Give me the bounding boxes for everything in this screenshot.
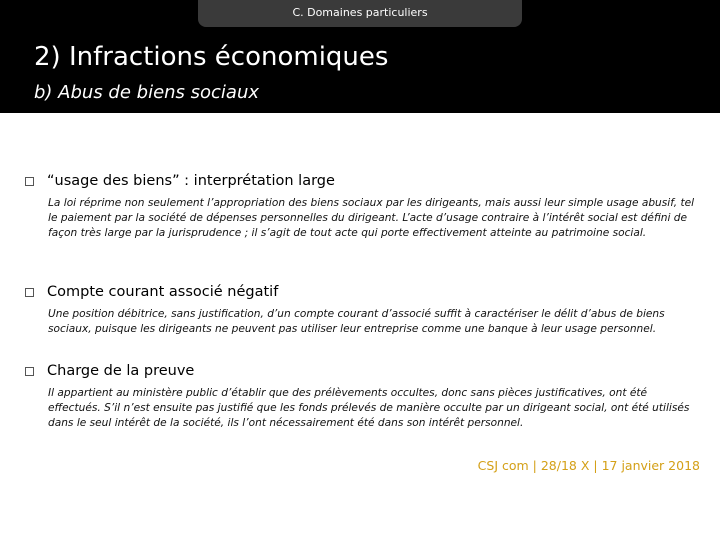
bullet-item-usage xyxy=(25,173,335,189)
section-tab: C. Domaines particuliers xyxy=(198,0,522,27)
bullet-item-preuve xyxy=(25,363,194,379)
bullet-item-compte-courant xyxy=(25,284,278,300)
slide-title: 2) Infractions économiques xyxy=(34,42,389,72)
bullet-heading: “usage des biens” : interprétation large xyxy=(47,173,335,189)
citation-footer: CSJ com | 28/18 X | 17 janvier 2018 xyxy=(477,458,700,473)
header-banner xyxy=(0,0,720,113)
bullet-description: La loi réprime non seulement l’appropriation des biens sociaux par les dirigeants, mais aussi leur simple usage abusif, tel le paiement par la société de dépenses personnelles du dirigeant. L’acte d’usage contraire à l’intérêt social est défini de façon très large par la jurisprudence ; il s’agit de tout acte qui porte effectivement atteinte au patrimoine social. xyxy=(48,197,695,239)
square-bullet-icon xyxy=(25,367,34,376)
square-bullet-icon xyxy=(25,288,34,297)
square-bullet-icon xyxy=(25,177,34,186)
bullet-heading: Charge de la preuve xyxy=(47,363,195,379)
bullet-description: Une position débitrice, sans justification, d’un compte courant d’associé suffit à caractériser le délit d’abus de biens sociaux, puisque les dirigeants ne peuvent pas utiliser leur entreprise comme une banque à leur usage personnel. xyxy=(48,308,665,335)
slide-subtitle: b) Abus de biens sociaux xyxy=(34,82,260,103)
bullet-description: Il appartient au ministère public d’établir que des prélèvements occultes, donc sans pièces justificatives, ont été effectués. S’il n’est ensuite pas justifié que les fonds prélevés de manière occulte par un dirigeant social, ont été utilisés dans le seul intérêt de la société, ils l’ont nécessairement été dans son intérêt personnel. xyxy=(48,387,690,429)
bullet-heading: Compte courant associé négatif xyxy=(47,284,279,300)
